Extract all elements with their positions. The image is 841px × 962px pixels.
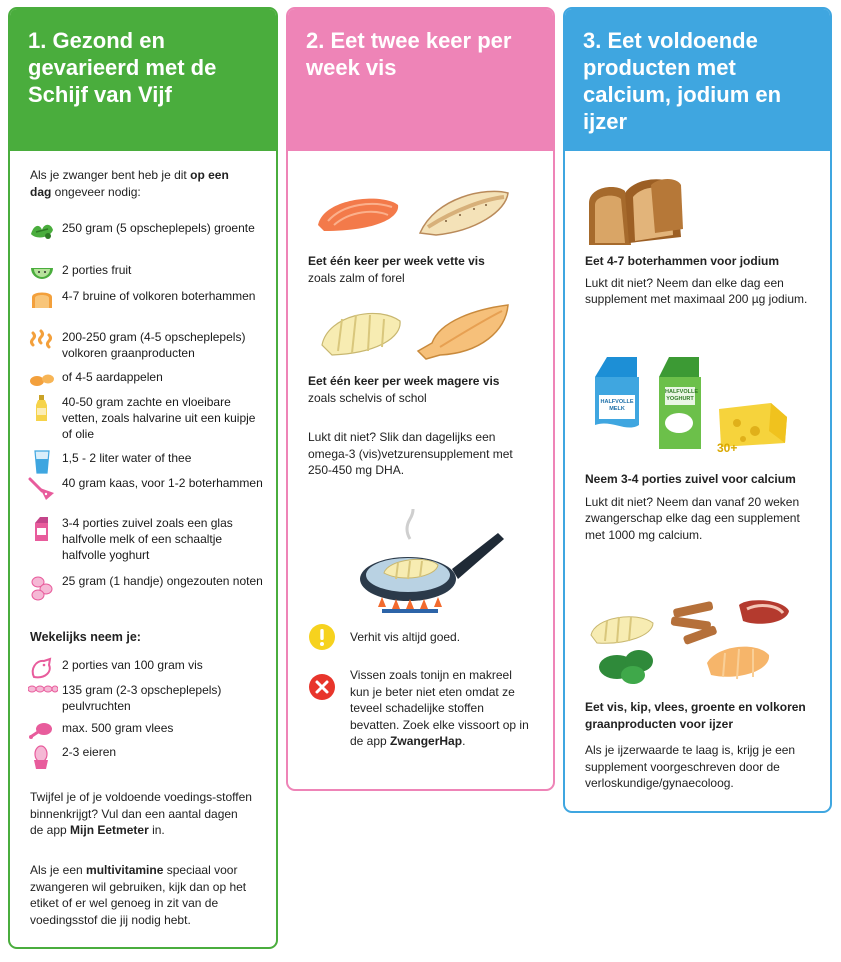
frying-pan-image: [358, 509, 508, 619]
item-label: 25 gram (1 handje) ongezouten noten: [62, 574, 263, 588]
fruit-icon: [28, 262, 56, 284]
iodine-body: Lukt dit niet? Neem dan elke dag een supplement met maximaal 200 µg jodium.: [585, 275, 808, 306]
multivitamin-paragraph: Als je een multivitamine speciaal voor zwangeren wil gebruiken, kijk dan op het etiket of er wel genoeg in zit van de voedingsstof die jij nodig hebt.: [30, 863, 247, 927]
lean-fish-text: [308, 373, 538, 406]
fatty-fish-heading: Eet één keer per week vette vis: [308, 254, 485, 268]
iron-body: Als je ijzerwaarde te laag is, krijg je een supplement voorgeschreven door de verloskundige/gynaecoloog.: [585, 743, 796, 790]
egg-icon: [28, 744, 56, 766]
lean-fish-sub: zoals schelvis of schol: [308, 390, 427, 405]
salmon-image: [314, 191, 402, 235]
fatty-fish-text: [308, 253, 538, 286]
fatty-fish-sub: zoals zalm of forel: [308, 270, 405, 285]
calcium-text: [585, 471, 805, 543]
fish-icon: [28, 657, 56, 679]
card-title-3: 3. Eet voldoende producten met calcium, jodium en ijzer: [565, 9, 830, 151]
daily-intro: Als je zwanger bent heb je dit op een dag ongeveer nodig:: [30, 168, 229, 199]
item-label: 2 porties van 100 gram vis: [62, 658, 203, 672]
card-title-2: 2. Eet twee keer per week vis: [288, 9, 553, 151]
doubt-paragraph: Twijfel je of je voldoende voedings-stoffen binnenkrijgt? Vul dan een aantal dagen de app Mijn Eetmeter in.: [30, 790, 252, 837]
iron-foods-image: [587, 597, 797, 687]
item-label: of 4-5 aardappelen: [62, 370, 163, 384]
oil-bottle-icon: [28, 394, 56, 416]
calcium-body: Lukt dit niet? Neem dan vanaf 20 weken zwangerschap elke dag een supplement met 1000 mg calcium.: [585, 494, 800, 542]
item-label: 1,5 - 2 liter water of thee: [62, 451, 192, 465]
trout-image: [416, 187, 512, 239]
item-label: max. 500 gram vlees: [62, 721, 174, 735]
nuts-icon: [28, 573, 56, 595]
item-label: 2 porties fruit: [62, 263, 132, 277]
iron-text: [585, 699, 815, 792]
plaice-image: [416, 301, 512, 361]
iodine-text: [585, 253, 815, 308]
item-label: 4-7 bruine of volkoren boterhammen: [62, 289, 256, 303]
card-fish: [286, 7, 555, 791]
item-label: 40-50 gram zachte en vloeibare vetten, zoals halvarine uit een kuipje of olie: [62, 395, 256, 441]
item-label: 3-4 porties zuivel zoals een glas halfvolle melk of een schaaltje halfvolle yoghurt: [62, 516, 233, 562]
potatoes-icon: [28, 369, 56, 391]
warning-icon: [308, 623, 336, 651]
bread-loaf-image: [585, 173, 685, 249]
beans-icon: [28, 682, 56, 704]
card-calcium-iodine-iron: [563, 7, 832, 813]
item-label: 2-3 eieren: [62, 745, 117, 759]
milk-carton-image: [591, 355, 643, 451]
card-title-1: 1. Gezond en gevarieerd met de Schijf van Vijf: [10, 9, 276, 151]
iron-heading: Eet vis, kip, vlees, groente en volkoren graanproducten voor ijzer: [585, 700, 806, 731]
avoid-fish-paragraph: Vissen zoals tonijn en makreel kun je beter niet eten omdat ze teveel schadelijke stoffen bevatten. Zoek elke vissoort op in de app ZwangerHap.: [350, 668, 529, 748]
item-label: 200-250 gram (4-5 opscheplepels) volkoren graanproducten: [62, 330, 246, 360]
meat-icon: [28, 720, 56, 742]
item-label: 40 gram kaas, voor 1-2 boterhammen: [62, 476, 263, 490]
vegetables-icon: [28, 220, 56, 242]
iodine-heading: Eet 4-7 boterhammen voor jodium: [585, 254, 780, 268]
item-label: 135 gram (2-3 opscheplepels) peulvruchten: [62, 683, 222, 713]
cross-icon: [308, 673, 336, 701]
omega3-supplement-text: Lukt dit niet? Slik dan dagelijks een omega-3 (vis)vetzurensupplement met 250-450 mg DHA.: [308, 430, 513, 477]
milk-label: HALFVOLLE MELK: [600, 399, 634, 412]
heat-fish-warning: Verhit vis altijd goed.: [350, 630, 461, 644]
cheese-slicer-icon: [28, 475, 56, 497]
haddock-image: [318, 305, 404, 359]
yoghurt-label: HALFVOLLE YOGHURT: [665, 389, 698, 402]
pasta-icon: [28, 329, 56, 351]
bread-icon: [28, 288, 56, 310]
lean-fish-heading: Eet één keer per week magere vis: [308, 374, 500, 388]
cheese-fat-label: 30+: [717, 441, 738, 455]
cheese-image: [713, 401, 791, 459]
water-glass-icon: [28, 450, 56, 472]
calcium-heading: Neem 3-4 porties zuivel voor calcium: [585, 472, 796, 486]
milk-carton-icon: [28, 515, 56, 537]
item-label: 250 gram (5 opscheplepels) groente: [62, 221, 255, 235]
weekly-heading: Wekelijks neem je:: [30, 630, 141, 644]
card-schijf-van-vijf: [8, 7, 278, 949]
yoghurt-carton-image: [657, 355, 705, 451]
